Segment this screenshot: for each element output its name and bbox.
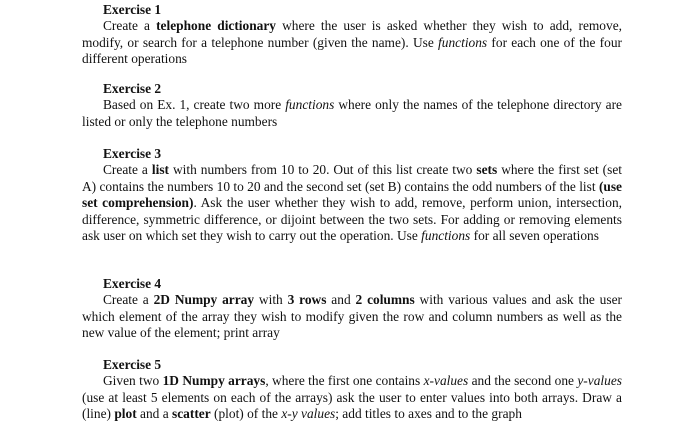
exercise-title: Exercise 3 <box>103 146 162 161</box>
text-segment: Create a <box>103 292 154 308</box>
text-segment: (use at least 5 elements on each of the arrays) ask the user to enter values into both arrays. Draw a (line) <box>82 389 622 422</box>
exercise-text <box>82 292 622 341</box>
exercise-text <box>82 97 622 130</box>
text-segment: Create a <box>103 18 157 34</box>
exercise-text <box>82 162 622 244</box>
text-segment: where the user is asked whether they wish to add, remove, modify, or search for a telephone number (given the name). Use <box>82 18 622 50</box>
bold-text: 3 rows <box>287 292 327 308</box>
text-segment: for each one of the four different operations <box>82 34 622 67</box>
bold-text: 2 columns <box>355 292 415 308</box>
text-segment: for all seven operations <box>470 228 599 244</box>
exercise-title: Exercise 2 <box>103 81 162 96</box>
bold-text: 1D Numpy arrays <box>162 373 266 389</box>
exercise-text <box>82 373 622 422</box>
text-segment: with numbers from 10 to 20. Out of this list create two <box>169 162 477 178</box>
text-segment: with <box>254 292 288 308</box>
text-segment: where only the names of the telephone directory are listed or only the telephone numbers <box>82 97 622 129</box>
bold-text: plot <box>114 406 137 422</box>
bold-text: (use set comprehension) <box>82 178 622 211</box>
text-segment: Create a <box>103 162 152 178</box>
italic-text: functions <box>421 228 471 244</box>
italic-text: functions <box>438 34 488 50</box>
text-segment: and the second one <box>468 373 578 389</box>
italic-text: functions <box>285 97 335 113</box>
text-segment: , where the first one contains <box>265 373 424 389</box>
exercise-1 <box>82 2 622 68</box>
italic-text: x-values <box>423 373 469 389</box>
bold-text: scatter <box>172 406 211 422</box>
exercise-title: Exercise 1 <box>103 2 162 17</box>
exercise-text <box>82 18 622 67</box>
text-segment: . Ask the user whether they wish to add, remove, perform union, intersection, difference, symmetric difference, or dijoint between the two sets. For adding or removing elements ask user on which set they wish to carry out the operation. Use <box>82 195 622 244</box>
text-segment: where the first set (set A) contains the numbers 10 to 20 and the second set (set B) contains the odd numbers of the list <box>82 162 623 194</box>
text-segment: Given two <box>103 373 163 389</box>
text-segment: with various values and ask the user which element of the array they wish to modify given the row and column numbers as well as the new value of the element; print array <box>82 292 622 341</box>
text-segment: Based on Ex. 1, create two more <box>103 97 286 113</box>
exercise-title: Exercise 5 <box>103 357 162 372</box>
exercise-4 <box>82 276 622 342</box>
bold-text: sets <box>476 162 498 178</box>
bold-text: telephone dictionary <box>156 18 277 34</box>
exercise-title: Exercise 4 <box>103 276 162 291</box>
text-segment: and <box>326 292 356 308</box>
italic-text: x-y values <box>281 406 336 422</box>
bold-text: 2D Numpy array <box>153 292 255 308</box>
exercise-3 <box>82 146 622 244</box>
exercise-5 <box>82 357 622 423</box>
bold-text: list <box>151 162 169 178</box>
text-segment: ; add titles to axes and to the graph <box>335 406 522 422</box>
exercise-2 <box>82 81 622 130</box>
italic-text: y-values <box>577 373 622 389</box>
text-segment: and a <box>136 406 173 422</box>
text-segment: (plot) of the <box>210 406 282 422</box>
